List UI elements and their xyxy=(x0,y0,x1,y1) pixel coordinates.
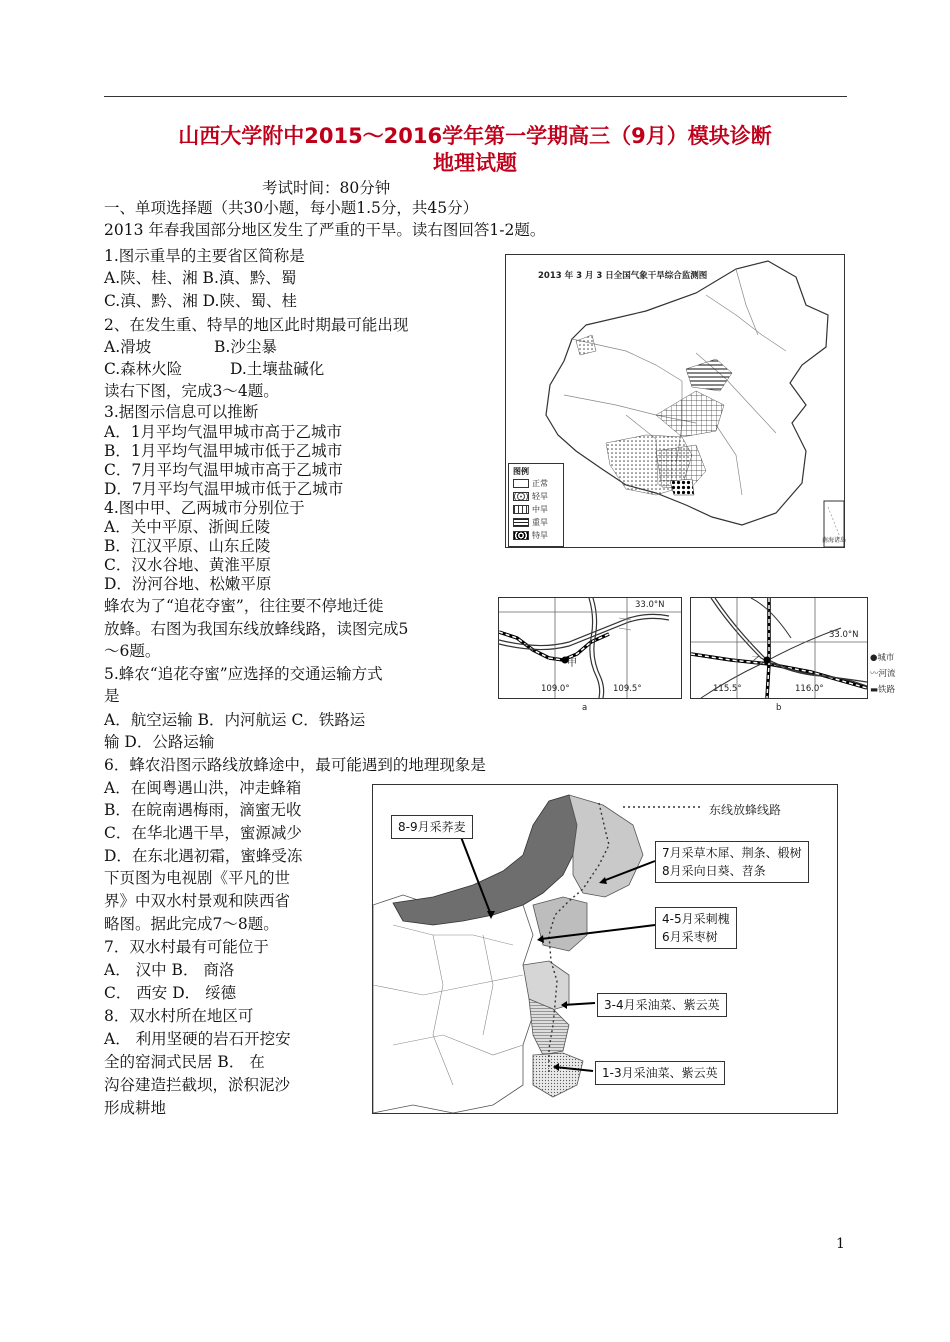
callout-north-line1: 7月采草木犀、荆条、椴树 xyxy=(662,846,802,860)
q2-option-a: A.滑坡 xyxy=(104,338,152,356)
q2-option-d: D.土壤盐碱化 xyxy=(230,360,325,378)
q3-option-c: C．7月平均气温甲城市高于乙城市 xyxy=(104,461,343,479)
callout-buckwheat: 8-9月采荞麦 xyxy=(391,815,473,839)
callout-rapeseed-mar-apr: 3-4月采油菜、紫云英 xyxy=(597,993,727,1017)
legend-label-normal: 正常 xyxy=(532,479,548,488)
page-number: 1 xyxy=(836,1236,845,1252)
map-a-city-label: 甲 xyxy=(567,658,577,669)
q7-options-ab: A． 汉中 B． 商洛 xyxy=(104,961,235,979)
intro-q1-2: 2013 年春我国部分地区发生了严重的干旱。读右图回答1-2题。 xyxy=(104,221,546,239)
legend-item-extreme xyxy=(513,530,548,541)
callout-rapeseed-jan-mar: 1-3月采油菜、紫云英 xyxy=(595,1061,725,1085)
q5-options-line1: A．航空运输 B．内河航运 C．铁路运 xyxy=(104,711,366,729)
city-map-b xyxy=(690,597,868,699)
route-legend-label: 东线放蜂线路 xyxy=(709,803,782,817)
q5-stem: 5.蜂农“追花夺蜜”应选择的交通运输方式 xyxy=(104,665,383,683)
map-b-latitude: 33.0°N xyxy=(829,630,859,640)
section-heading: 一、单项选择题（共30小题，每小题1.5分，共45分） xyxy=(104,199,479,217)
q6-option-c: C．在华北遇干旱，蜜源减少 xyxy=(104,824,302,842)
river-symbol-icon: 〰 xyxy=(870,669,879,679)
q4-option-a: A．关中平原、浙闽丘陵 xyxy=(104,518,271,536)
bee-route-figure xyxy=(372,784,838,1114)
q2-stem: 2、在发生重、特旱的地区此时期最可能出现 xyxy=(104,316,409,334)
callout-north xyxy=(655,841,809,883)
legend-label-extreme: 特旱 xyxy=(532,531,548,540)
legend-swatch-extreme xyxy=(513,531,529,540)
legend-swatch-normal xyxy=(513,479,529,488)
legend-label-medium: 中旱 xyxy=(532,505,548,514)
intro-q5-6-line2: 放蜂。右图为我国东线放蜂线路，读图完成5 xyxy=(104,620,409,638)
legend-swatch-heavy xyxy=(513,518,529,527)
south-sea-islands-label: 南海诸岛 xyxy=(822,537,847,544)
q3-option-b: B．1月平均气温甲城市低于乙城市 xyxy=(104,442,343,460)
q1-options-cd: C.滇、黔、湘 D.陕、蜀、桂 xyxy=(104,292,297,310)
city-map-a xyxy=(498,597,682,699)
q4-option-b: B．江汉平原、山东丘陵 xyxy=(104,537,271,555)
legend-swatch-medium xyxy=(513,505,529,514)
legend-item-light xyxy=(513,491,548,502)
q3-option-d: D．7月平均气温甲城市低于乙城市 xyxy=(104,480,344,498)
legend-city-label: 城市 xyxy=(877,653,895,663)
q2-option-b: B.沙尘暴 xyxy=(214,338,277,356)
q8-option-line3: 沟谷建造拦截坝，淤积泥沙 xyxy=(104,1076,291,1094)
city-symbol-icon: ● xyxy=(870,653,878,663)
page-subtitle: 地理试题 xyxy=(433,151,517,175)
intro-q3-4: 读右下图，完成3～4题。 xyxy=(104,382,279,400)
intro-q7-8-line2: 界》中双水村景观和陕西省 xyxy=(104,892,291,910)
q2-option-c: C.森林火险 xyxy=(104,360,183,378)
exam-time: 考试时间：80分钟 xyxy=(262,179,391,197)
drought-map-legend xyxy=(508,463,564,547)
header-rule xyxy=(104,96,847,97)
railway-symbol-icon: ▬ xyxy=(870,685,879,695)
q6-option-a: A．在闽粤遇山洪，冲走蜂箱 xyxy=(104,779,302,797)
q3-stem: 3.据图示信息可以推断 xyxy=(104,403,259,421)
q1-options-ab: A.陕、桂、湘 B.滇、黔、蜀 xyxy=(104,269,297,287)
q7-options-cd: C． 西安 D． 绥德 xyxy=(104,984,237,1002)
page-title: 山西大学附中2015～2016学年第一学期高三（9月）模块诊断 xyxy=(178,124,772,148)
legend-title: 图例 xyxy=(513,467,529,476)
legend-label-heavy: 重旱 xyxy=(532,518,548,527)
map-b-lon1: 115.5° xyxy=(713,684,742,694)
q8-stem: 8．双水村所在地区可 xyxy=(104,1007,254,1025)
legend-swatch-light xyxy=(513,492,529,501)
callout-locust xyxy=(655,907,737,949)
city-map-b-drawing xyxy=(691,598,867,698)
q5-stem-cont: 是 xyxy=(104,687,120,705)
legend-city xyxy=(870,651,894,663)
map-a-lon1: 109.0° xyxy=(541,684,570,694)
drought-map-figure xyxy=(505,254,845,548)
q8-option-line4: 形成耕地 xyxy=(104,1099,167,1117)
q4-option-d: D．汾河谷地、松嫩平原 xyxy=(104,575,272,593)
map-b-lon2: 116.0° xyxy=(795,684,824,694)
drought-map-title: 2013 年 3 月 3 日全国气象干旱综合监测图 xyxy=(538,271,708,281)
intro-q5-6-line3: ～6题。 xyxy=(104,642,161,660)
legend-river xyxy=(870,667,896,679)
legend-item-normal xyxy=(513,478,548,489)
legend-river-label: 河流 xyxy=(878,669,896,679)
q5-options-line2: 输 D．公路运输 xyxy=(104,733,215,751)
q8-option-line2: 全的窑洞式民居 B． 在 xyxy=(104,1053,265,1071)
q1-stem: 1.图示重旱的主要省区简称是 xyxy=(104,247,305,265)
q4-stem: 4.图中甲、乙两城市分别位于 xyxy=(104,499,305,517)
callout-north-line2: 8月采向日葵、苕条 xyxy=(662,864,766,878)
q3-option-a: A．1月平均气温甲城市高于乙城市 xyxy=(104,423,343,441)
callout-locust-line1: 4-5月采刺槐 xyxy=(662,912,730,926)
city-maps-figure xyxy=(498,597,912,719)
legend-label-light: 轻旱 xyxy=(532,492,548,501)
intro-q7-8-line3: 略图。据此完成7～8题。 xyxy=(104,915,279,933)
legend-railway-label: 铁路 xyxy=(878,685,896,695)
q7-stem: 7．双水村最有可能位于 xyxy=(104,938,269,956)
q6-option-d: D．在东北遇初霜，蜜蜂受冻 xyxy=(104,847,303,865)
map-b-caption: b xyxy=(776,703,782,713)
intro-q5-6-line1: 蜂农为了“追花夺蜜”，往往要不停地迁徙 xyxy=(104,597,384,615)
city-map-a-drawing xyxy=(499,598,681,698)
q6-stem: 6．蜂农沿图示路线放蜂途中，最可能遇到的地理现象是 xyxy=(104,756,486,774)
map-a-latitude: 33.0°N xyxy=(635,600,665,610)
legend-item-medium xyxy=(513,504,548,515)
legend-railway xyxy=(870,683,895,695)
map-a-caption: a xyxy=(582,703,588,713)
map-b-city-label: 乙 xyxy=(751,656,761,667)
q6-option-b: B．在皖南遇梅雨，滴蜜无收 xyxy=(104,801,302,819)
legend-item-heavy xyxy=(513,517,548,528)
q4-option-c: C．汉水谷地、黄淮平原 xyxy=(104,556,271,574)
map-a-lon2: 109.5° xyxy=(613,684,642,694)
q8-option-line1: A． 利用坚硬的岩石开挖安 xyxy=(104,1030,291,1048)
intro-q7-8-line1: 下页图为电视剧《平凡的世 xyxy=(104,869,291,887)
callout-locust-line2: 6月采枣树 xyxy=(662,930,718,944)
